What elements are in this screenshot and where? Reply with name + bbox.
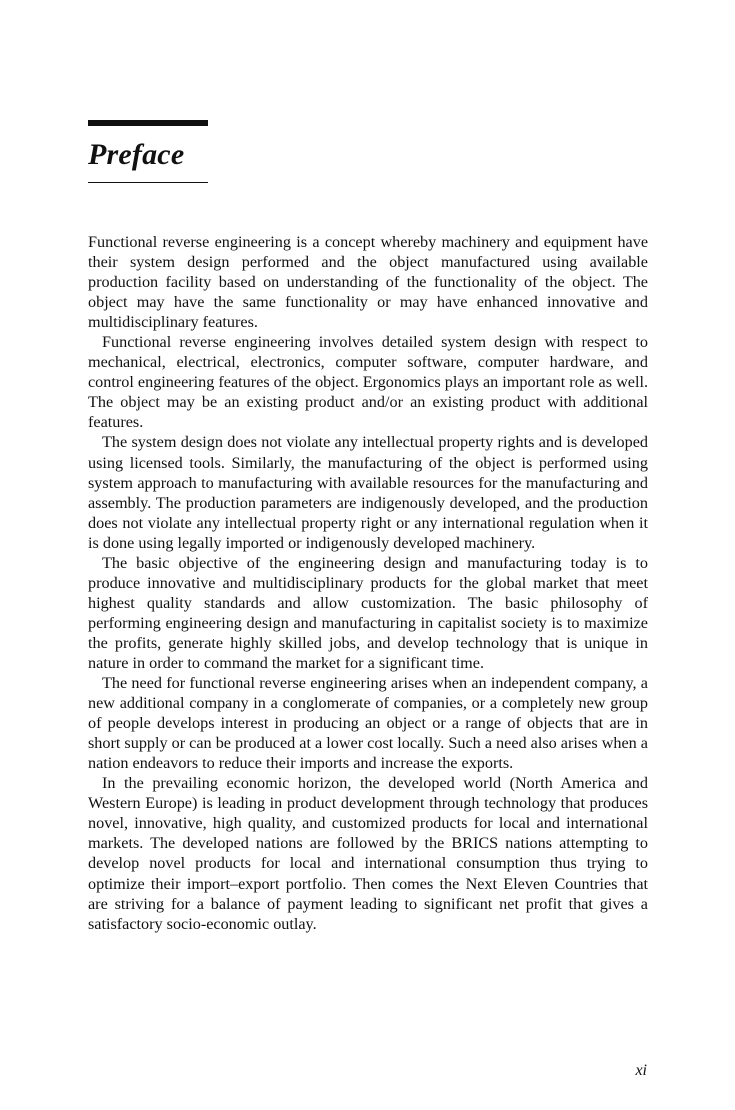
heading-underline [88,182,208,183]
paragraph: The need for functional reverse engineering arises when an independent company, a new additional company in a conglomerate of companies, or a completely new group of people develops interest in producing an object or a range of objects that are in short supply or can be produced at a lower cost locally. Such a need also arises when a nation endeavors to reduce their imports and increase the exports. [88,674,648,773]
paragraph: Functional reverse engineering involves detailed system design with respect to mechanical, electrical, electronics, computer software, computer hardware, and control engineering features of the object. Ergonomics plays an important role as well. The object may be an existing product and/or an existing product with additional features. [88,333,648,432]
paragraph: Functional reverse engineering is a concept whereby machinery and equipment have their system design performed and the object manufactured using available production facility based on understanding of the functionality of the object. The object may have the same functionality or may have enhanced innovative and multidisciplinary features. [88,233,648,332]
paragraph: In the prevailing economic horizon, the developed world (North America and Western Europe) is leading in product development through technology that produces novel, innovative, high quality, and customized products for local and international markets. The developed nations are followed by the BRICS nations attempting to develop novel products for local and international consumption thus trying to optimize their import–export portfolio. Then comes the Next Eleven Countries that are striving for a balance of payment leading to significant net profit that gives a satisfactory socio-economic outlay. [88,774,648,933]
body-text [88,232,648,934]
paragraph: The basic objective of the engineering design and manufacturing today is to produce innovative and multidisciplinary products for the global market that meet highest quality standards and allow customization. The basic philosophy of performing engineering design and manufacturing in capitalist society is to maximize the profits, generate highly skilled jobs, and develop technology that is unique in nature in order to command the market for a significant time. [88,553,648,672]
paragraph: The system design does not violate any intellectual property rights and is developed using licensed tools. Similarly, the manufacturing of the object is performed using system approach to manufacturing with available resources for the manufacturing and assembly. The production parameters are indigenously developed, and the production does not violate any intellectual property right or any international regulation when it is done using legally imported or indigenously developed machinery. [88,433,648,552]
chapter-title: Preface [88,138,185,171]
chapter-heading [88,120,208,183]
page-number: xi [635,1062,647,1079]
heading-top-bar [88,120,208,126]
